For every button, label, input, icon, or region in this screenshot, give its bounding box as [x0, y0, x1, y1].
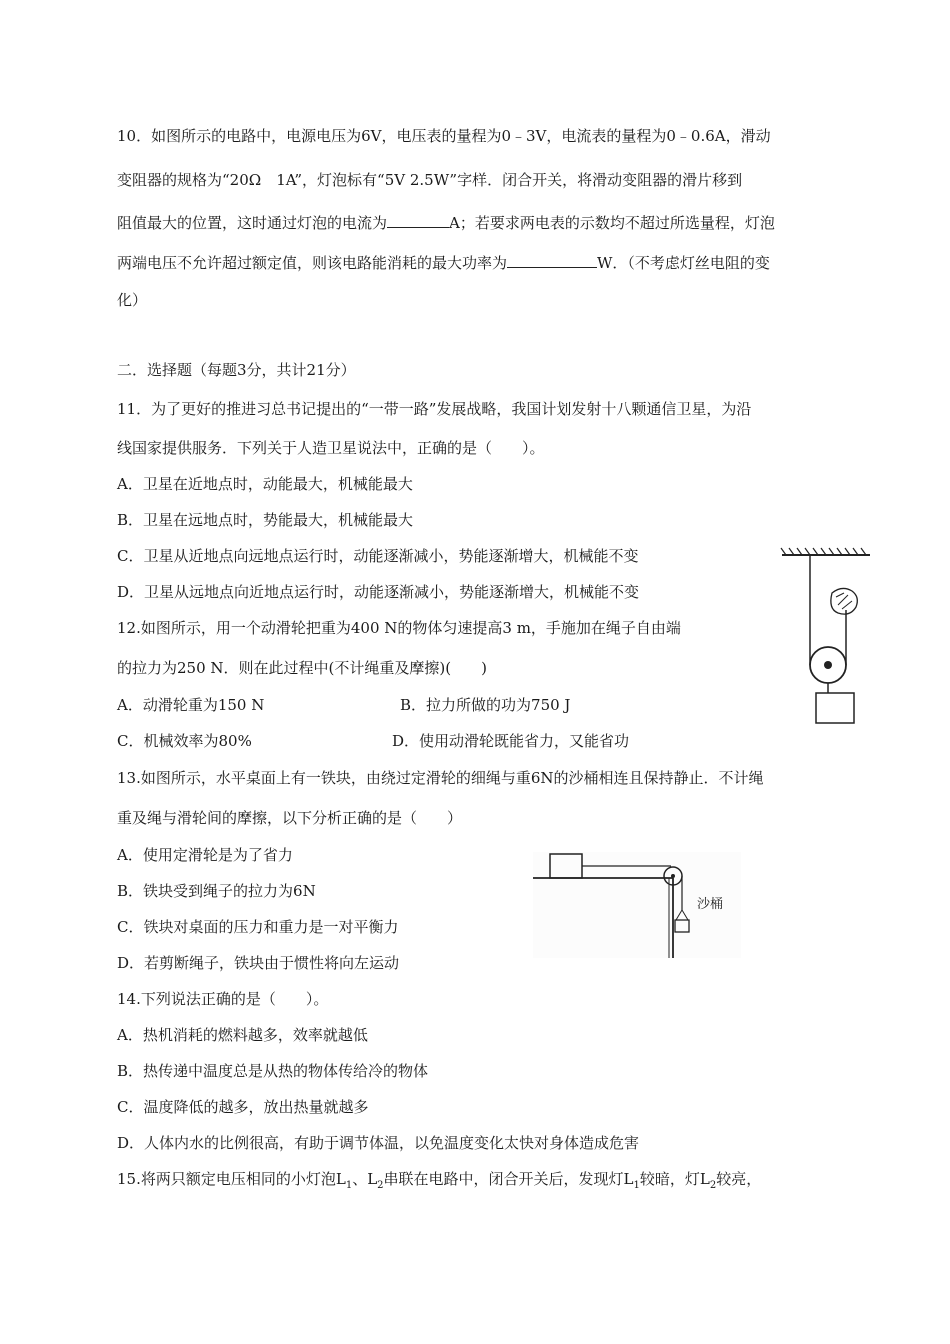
q10-line5: 化） — [117, 291, 148, 309]
q11-line1: 11．为了更好的推进习总书记提出的“一带一路”发展战略，我国计划发射十八颗通信卫星，为沿 — [117, 400, 752, 418]
answer-blank-power[interactable] — [507, 252, 597, 268]
q15-text-5: 较亮， — [716, 1170, 762, 1188]
q10-line4 — [117, 252, 770, 273]
q13-option-b: B．铁块受到绳子的拉力为6N — [117, 882, 316, 900]
q14-option-c: C．温度降低的越多，放出热量就越多 — [117, 1098, 369, 1116]
q10-line4-text: 两端电压不允许超过额定值，则该电路能消耗的最大功率为 — [117, 254, 508, 272]
q11-option-d: D．卫星从远地点向近地点运行时，动能逐渐减小，势能逐渐增大，机械能不变 — [117, 583, 640, 601]
q14-option-d: D．人体内水的比例很高，有助于调节体温，以免温度变化太快对身体造成危害 — [117, 1134, 640, 1152]
q12-option-a: A．动滑轮重为150 N — [117, 696, 265, 714]
section2-title: 二．选择题（每题3分，共计21分） — [117, 361, 356, 379]
q14-option-b: B．热传递中温度总是从热的物体传给冷的物体 — [117, 1062, 429, 1080]
q13-line2: 重及绳与滑轮间的摩擦，以下分析正确的是（ ） — [117, 809, 463, 827]
q15-text-2: 、L — [352, 1170, 378, 1188]
q11-option-c: C．卫星从近地点向远地点运行时，动能逐渐减小，势能逐渐增大，机械能不变 — [117, 547, 639, 565]
q15-sub-1: 1 — [345, 1180, 353, 1191]
q12-line1: 12.如图所示，用一个动滑轮把重为400 N的物体匀速提高3 m，手施加在绳子自由端 — [117, 619, 681, 637]
q15-text-4: 较暗，灯L — [639, 1170, 710, 1188]
q13-option-d: D．若剪断绳子，铁块由于惯性将向左运动 — [117, 954, 400, 972]
q10-line2: 变阻器的规格为“20Ω 1A”，灯泡标有“5V 2.5W”字样．闭合开关，将滑动变阻器的滑片移到 — [117, 171, 743, 189]
movable-pulley-figure — [780, 545, 880, 725]
q10-line3-text: 阻值最大的位置，这时通过灯泡的电流为 — [117, 214, 388, 232]
q15-text-1: 15.将两只额定电压相同的小灯泡L — [117, 1170, 346, 1188]
q10-line3-text-b: A；若要求两电表的示数均不超过所选量程，灯泡 — [449, 214, 775, 232]
q11-option-b: B．卫星在远地点时，势能最大，机械能最大 — [117, 511, 414, 529]
q11-line2: 线国家提供服务．下列关于人造卫星说法中，正确的是（ ）。 — [117, 439, 545, 457]
q11-option-a: A．卫星在近地点时，动能最大，机械能最大 — [117, 475, 413, 493]
q12-option-c: C．机械效率为80% — [117, 732, 252, 750]
q13-option-a: A．使用定滑轮是为了省力 — [117, 846, 293, 864]
q12-option-b: B．拉力所做的功为750 J — [400, 696, 571, 714]
q12-line2: 的拉力为250 N．则在此过程中(不计绳重及摩擦)( ) — [117, 659, 487, 677]
q15-sub-2: 2 — [377, 1180, 384, 1191]
q15-sub-3: 1 — [633, 1180, 640, 1191]
q13-line1: 13.如图所示，水平桌面上有一铁块，由绕过定滑轮的细绳与重6N的沙桶相连且保持静止．不计绳 — [117, 769, 764, 787]
sand-bucket-label: 沙桶 — [697, 897, 724, 912]
q15-line1 — [117, 1169, 761, 1196]
q14-line1: 14.下列说法正确的是（ ）。 — [117, 990, 329, 1008]
q15-sub-4: 2 — [709, 1180, 717, 1191]
q14-option-a: A．热机消耗的燃料越多，效率就越低 — [117, 1026, 368, 1044]
q15-text-3: 串联在电路中，闭合开关后，发现灯L — [383, 1170, 634, 1188]
fixed-pulley-figure — [533, 852, 741, 958]
q12-option-d: D．使用动滑轮既能省力，又能省功 — [392, 732, 630, 750]
q13-option-c: C．铁块对桌面的压力和重力是一对平衡力 — [117, 918, 399, 936]
q10-line3 — [117, 212, 775, 233]
q10-line1: 10．如图所示的电路中，电源电压为6V，电压表的量程为0﹣3V，电流表的量程为0﹣0.6A，滑动 — [117, 127, 771, 145]
answer-blank-current[interactable] — [387, 212, 449, 228]
q10-line4-text-b: W．（不考虑灯丝电阻的变 — [597, 254, 770, 272]
